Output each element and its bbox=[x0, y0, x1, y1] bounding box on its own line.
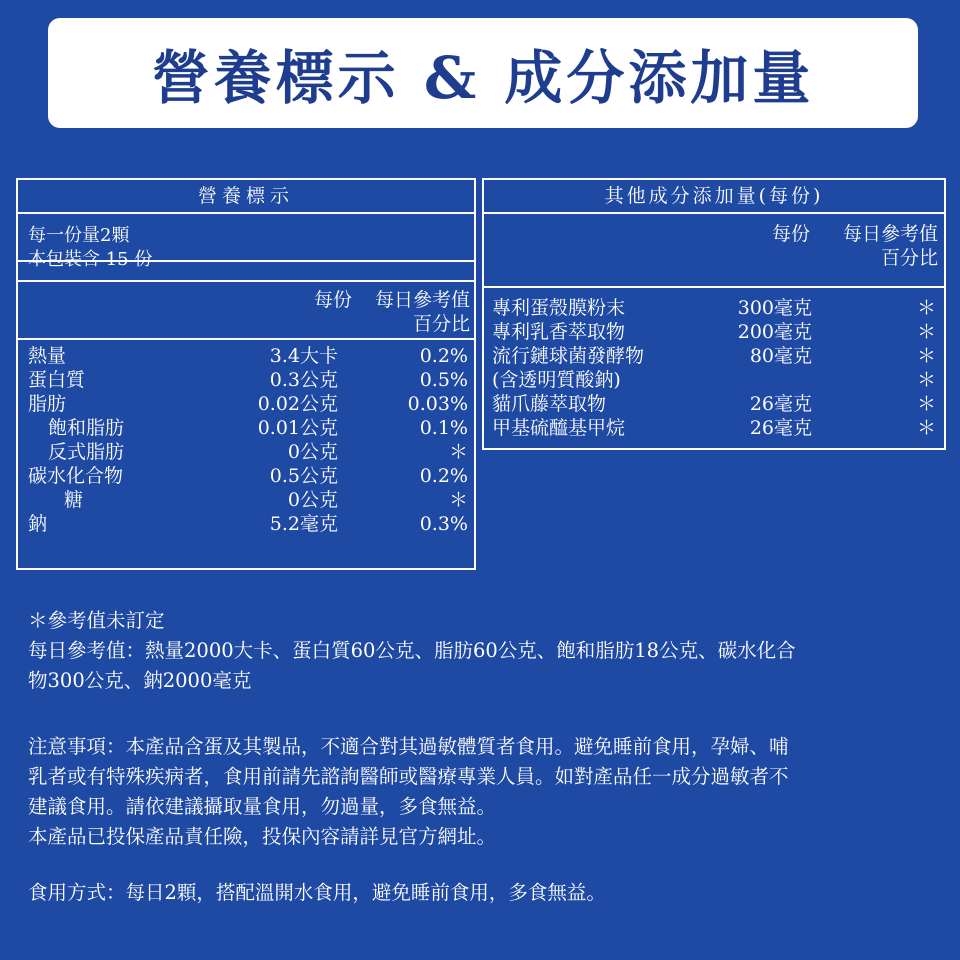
nutrient-pct: 0.03% bbox=[407, 393, 468, 415]
nutrient-per: 0公克 bbox=[287, 489, 338, 511]
ingredient-per: 300毫克 bbox=[737, 297, 812, 319]
nutrient-pct: 0.2% bbox=[419, 345, 468, 367]
ingredient-per: 80毫克 bbox=[749, 345, 812, 367]
table-row bbox=[18, 464, 474, 488]
nutrient-pct: ＊ bbox=[448, 489, 468, 511]
table-row bbox=[484, 416, 944, 440]
serving-size: 每一份量2顆 bbox=[28, 225, 130, 246]
page-title: 營養標示 & 成分添加量 bbox=[151, 44, 815, 112]
ingredient-pct: ＊ bbox=[916, 417, 936, 439]
table-row bbox=[18, 416, 474, 440]
ingredient-pct: ＊ bbox=[916, 393, 936, 415]
ingredient-per: 200毫克 bbox=[737, 321, 812, 343]
col-daily-ref: 每日參考值 bbox=[842, 223, 938, 245]
table-row bbox=[484, 296, 944, 320]
table-row bbox=[18, 344, 474, 368]
nutrition-panel bbox=[16, 178, 476, 570]
nutrient-name: 蛋白質 bbox=[28, 369, 86, 391]
nutrient-pct: 0.1% bbox=[419, 417, 468, 439]
ingredient-name: 專利乳香萃取物 bbox=[492, 321, 626, 343]
table-row bbox=[18, 488, 474, 512]
nutrient-name: 熱量 bbox=[28, 345, 67, 367]
nutrient-pct: 0.3% bbox=[419, 513, 468, 535]
ingredients-panel bbox=[482, 178, 946, 450]
nutrient-per: 5.2毫克 bbox=[269, 513, 338, 535]
nutrient-name: 脂肪 bbox=[28, 393, 67, 415]
caution-line: 乳者或有特殊疾病者，食用前請先諮詢醫師或醫療專業人員。如對產品任一成分過敏者不 bbox=[28, 765, 789, 788]
servings-per-pack: 本包裝含 15 份 bbox=[28, 249, 153, 270]
nutrient-name: 碳水化合物 bbox=[28, 465, 124, 487]
table-row bbox=[18, 512, 474, 536]
ingredient-pct: ＊ bbox=[916, 345, 936, 367]
nutrition-header: 營養標示 bbox=[18, 180, 474, 214]
nutrition-col-header bbox=[18, 280, 474, 340]
nutrient-name: 飽和脂肪 bbox=[48, 417, 125, 439]
nutrition-rows bbox=[18, 340, 474, 536]
ingredients-header: 其他成分添加量(每份) bbox=[484, 180, 944, 214]
nutrient-per: 0.02公克 bbox=[257, 393, 338, 415]
ingredient-name: (含透明質酸鈉) bbox=[492, 369, 621, 391]
ref-undefined-note: ＊參考值未訂定 bbox=[28, 609, 165, 632]
ingredient-name: 甲基硫醯基甲烷 bbox=[492, 417, 626, 439]
insurance-note: 本產品已投保產品責任險，投保內容請詳見官方網址。 bbox=[28, 825, 497, 848]
ingredient-per: 26毫克 bbox=[749, 393, 812, 415]
nutrient-name: 反式脂肪 bbox=[48, 441, 125, 463]
ingredient-pct: ＊ bbox=[916, 297, 936, 319]
col-per-serving: 每份 bbox=[313, 289, 352, 311]
nutrient-per: 0.3公克 bbox=[269, 369, 338, 391]
table-row bbox=[484, 392, 944, 416]
nutrient-per: 0.5公克 bbox=[269, 465, 338, 487]
nutrient-per: 0.01公克 bbox=[257, 417, 338, 439]
daily-ref-line: 物300公克、鈉2000毫克 bbox=[28, 669, 252, 692]
ingredients-col-header bbox=[484, 222, 944, 288]
table-row bbox=[18, 392, 474, 416]
table-row bbox=[18, 440, 474, 464]
nutrient-pct: 0.2% bbox=[419, 465, 468, 487]
caution-line: 建議食用。請依建議攝取量食用，勿過量，多食無益。 bbox=[28, 795, 497, 818]
caution-notes bbox=[28, 732, 928, 852]
title-banner bbox=[48, 18, 918, 128]
ingredient-name: 貓爪藤萃取物 bbox=[492, 393, 607, 415]
daily-ref-line: 每日參考值：熱量2000大卡、蛋白質60公克、脂肪60公克、飽和脂肪18公克、碳水化合 bbox=[28, 639, 796, 662]
nutrient-pct: ＊ bbox=[448, 441, 468, 463]
col-daily-pct: 百分比 bbox=[412, 313, 470, 335]
ingredient-per: 26毫克 bbox=[749, 417, 812, 439]
table-row bbox=[18, 368, 474, 392]
nutrient-per: 3.4大卡 bbox=[269, 345, 338, 367]
usage-notes bbox=[28, 878, 928, 908]
ingredient-name: 流行鏈球菌發酵物 bbox=[492, 345, 645, 367]
usage-line: 食用方式：每日2顆，搭配溫開水食用，避免睡前食用，多食無益。 bbox=[28, 881, 606, 904]
ingredient-pct: ＊ bbox=[916, 321, 936, 343]
col-per-serving: 每份 bbox=[771, 223, 810, 245]
nutrient-per: 0公克 bbox=[287, 441, 338, 463]
col-daily-pct: 百分比 bbox=[880, 247, 938, 269]
table-row bbox=[484, 368, 944, 392]
table-row bbox=[484, 320, 944, 344]
ingredients-rows bbox=[484, 288, 944, 440]
nutrient-name: 鈉 bbox=[28, 513, 48, 535]
nutrient-pct: 0.5% bbox=[419, 369, 468, 391]
reference-notes bbox=[28, 606, 928, 696]
col-daily-ref: 每日參考值 bbox=[374, 289, 470, 311]
caution-line: 注意事項：本產品含蛋及其製品，不適合對其過敏體質者食用。避免睡前食用，孕婦、哺 bbox=[28, 735, 789, 758]
nutrient-name: 糖 bbox=[64, 489, 84, 511]
ingredient-pct: ＊ bbox=[916, 369, 936, 391]
serving-section bbox=[18, 214, 474, 270]
table-row bbox=[484, 344, 944, 368]
ingredient-name: 專利蛋殼膜粉末 bbox=[492, 297, 626, 319]
